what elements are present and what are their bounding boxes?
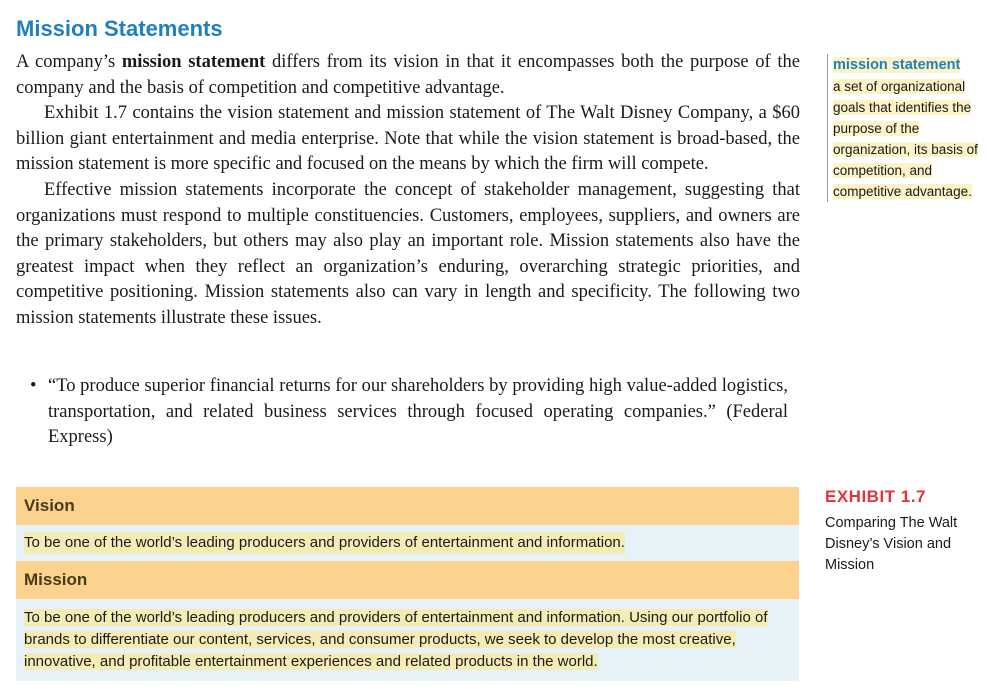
bullet-item [30, 374, 798, 451]
bullet-icon: • [30, 376, 37, 396]
mission-text: To be one of the world’s leading producers and providers of entertainment and information. Using our portfolio of brands to differentiate our content, services, and consumer products, we seek to develop the most creative, innovative, and profitable entertainment experiences and related products in the world. [24, 609, 768, 670]
exhibit-caption: Comparing The Walt Disney’s Vision and Mission [825, 515, 958, 573]
paragraph-1: A company’s mission statement differs from its vision in that it encompasses both the purpose of the company and the basis of competition and competitive advantage. [16, 52, 801, 98]
vision-body [16, 525, 799, 561]
vision-text: To be one of the world’s leading producers and providers of entertainment and information. [24, 532, 625, 554]
exhibit-label [825, 487, 993, 576]
body-text [16, 50, 800, 332]
section-title: Mission Statements [16, 16, 223, 41]
exhibit-number: EXHIBIT 1.7 [825, 487, 926, 506]
margin-definition-text: a set of organizational goals that identifies the purpose of the organization, its basis of competition, and competitive advantage. [833, 79, 978, 199]
margin-term: mission statement [833, 57, 961, 73]
key-term: mission statement [121, 52, 266, 72]
mission-body [16, 599, 799, 681]
paragraph-3: Effective mission statements incorporate the concept of stakeholder management, suggesting that organizations must respond to multiple constituencies. Customers, employees, suppliers, and owners are the primary stakeholders, but others may also play an important role. Mission statements also have the greatest impact when they reflect an organization’s enduring, overarching strategic priorities, and competitive positioning. Mission statements also can vary in length and specificity. The following two mission statements illustrate these issues. [16, 179, 800, 328]
vision-header: Vision [16, 487, 799, 525]
margin-definition [827, 54, 998, 202]
exhibit-table [16, 487, 799, 681]
bullet-quote: “To produce superior financial returns for our shareholders by providing high value-added logistics, transportation, and related business services through focused operating companies.” (Federal Express) [48, 376, 788, 448]
paragraph-2: Exhibit 1.7 contains the vision statement and mission statement of The Walt Disney Company, a $60 billion giant entertainment and media enterprise. Note that while the vision statement is broad-based, the mission statement is more specific and focused on the means by which the firm will compete. [16, 103, 800, 175]
mission-header: Mission [16, 561, 799, 599]
